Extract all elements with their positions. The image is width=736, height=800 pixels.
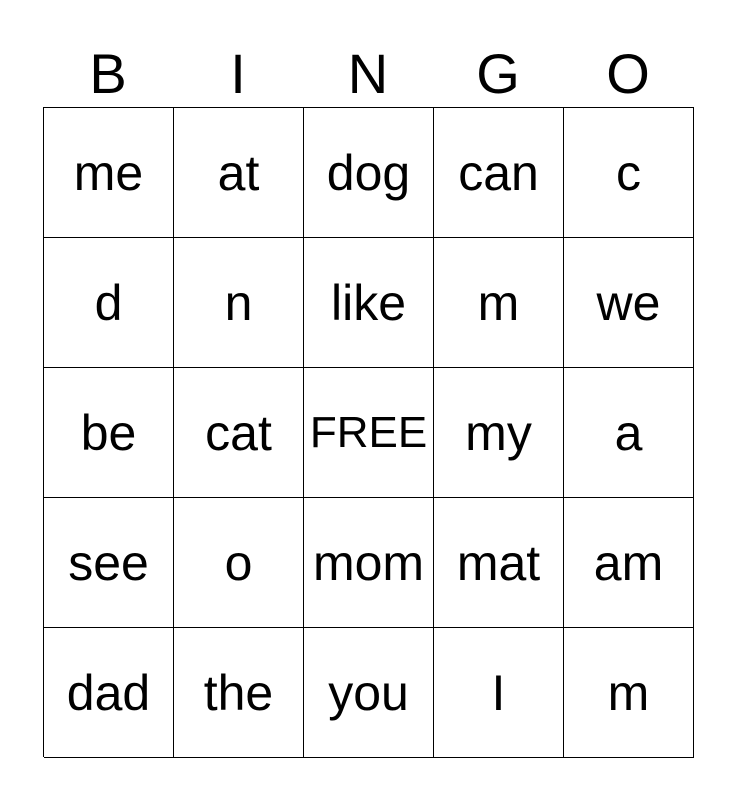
board-cell[interactable]: mat: [434, 498, 564, 628]
board-cell[interactable]: at: [174, 108, 304, 238]
board-cell[interactable]: I: [434, 628, 564, 758]
board-cell[interactable]: like: [304, 238, 434, 368]
board-cell[interactable]: mom: [304, 498, 434, 628]
board-cell[interactable]: am: [564, 498, 694, 628]
board-cell[interactable]: you: [304, 628, 434, 758]
board-cell[interactable]: o: [174, 498, 304, 628]
header-letter-i: I: [230, 42, 246, 105]
bingo-board: [43, 107, 694, 757]
board-cell[interactable]: the: [174, 628, 304, 758]
board-cell[interactable]: m: [434, 238, 564, 368]
board-cell[interactable]: can: [434, 108, 564, 238]
board-cell[interactable]: n: [174, 238, 304, 368]
board-cell[interactable]: m: [564, 628, 694, 758]
header-letter-n: N: [347, 42, 389, 105]
board-cell[interactable]: a: [564, 368, 694, 498]
board-cell[interactable]: my: [434, 368, 564, 498]
bingo-header: [43, 44, 693, 104]
board-cell[interactable]: dad: [44, 628, 174, 758]
free-space-cell[interactable]: FREE: [304, 368, 434, 498]
board-cell[interactable]: d: [44, 238, 174, 368]
board-cell[interactable]: cat: [174, 368, 304, 498]
board-cell[interactable]: we: [564, 238, 694, 368]
header-letter-g: G: [476, 42, 520, 105]
board-cell[interactable]: see: [44, 498, 174, 628]
board-cell[interactable]: me: [44, 108, 174, 238]
board-cell[interactable]: c: [564, 108, 694, 238]
header-letter-b: B: [89, 42, 127, 105]
header-letter-o: O: [606, 42, 650, 105]
board-cell[interactable]: dog: [304, 108, 434, 238]
board-cell[interactable]: be: [44, 368, 174, 498]
